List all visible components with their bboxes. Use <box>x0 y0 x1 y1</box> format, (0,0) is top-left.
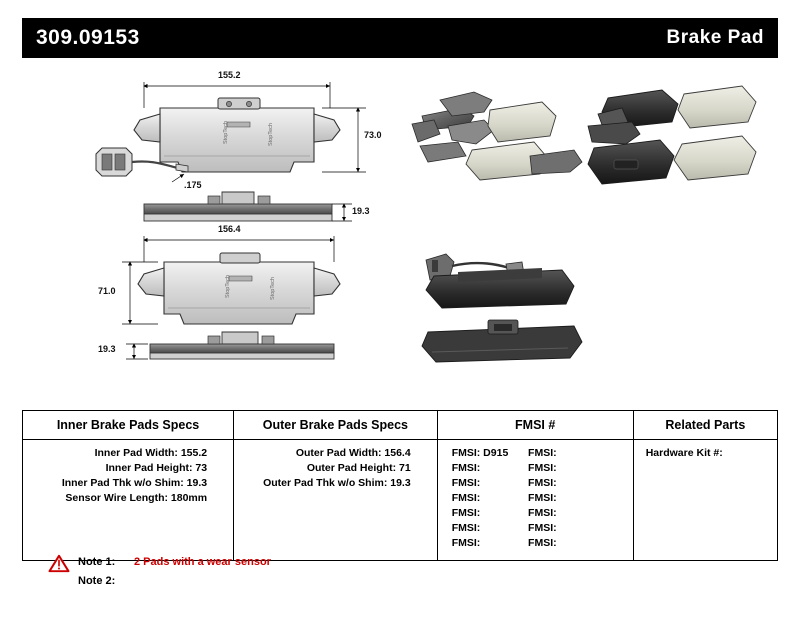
table-row: Outer Pad Width: 156.4 <box>295 447 411 459</box>
table-row: Inner Pad Width: 155.2 <box>94 447 208 459</box>
svg-text:StopTech: StopTech <box>225 275 231 298</box>
fmsi-value: FMSI: <box>528 492 557 504</box>
inner-specs-cell <box>23 440 234 560</box>
fmsi-label: FMSI: <box>451 477 481 489</box>
fmsi-value: FMSI: <box>528 537 557 549</box>
table-header-row <box>23 411 777 440</box>
table-row <box>446 506 625 521</box>
svg-text:StopTech: StopTech <box>223 121 229 144</box>
table-row <box>446 461 625 476</box>
svg-text:StopTech: StopTech <box>270 277 276 300</box>
fmsi-label: FMSI: <box>451 537 481 549</box>
dim-sensor-wire: .175 <box>184 180 202 190</box>
note-2-label: Note 2: <box>78 574 116 587</box>
dim-outer-pad-height: 71.0 <box>98 286 116 296</box>
dim-inner-pad-height: 73.0 <box>364 130 382 140</box>
fmsi-value: FMSI: <box>528 477 557 489</box>
column-header-fmsi: FMSI # <box>438 411 634 439</box>
fmsi-value: FMSI: <box>528 462 557 474</box>
column-header-inner: Inner Brake Pads Specs <box>23 411 234 439</box>
table-row: Inner Pad Height: 73 <box>105 462 208 474</box>
dim-inner-pad-width: 155.2 <box>218 70 241 80</box>
table-row: Hardware Kit #: <box>645 447 723 459</box>
table-row <box>446 446 625 461</box>
table-row: Outer Pad Thk w/o Shim: 19.3 <box>263 477 411 489</box>
table-row <box>446 536 625 551</box>
table-row: Sensor Wire Length: 180mm <box>65 492 208 504</box>
drawing-canvas <box>22 64 778 404</box>
svg-text:StopTech: StopTech <box>268 123 274 146</box>
related-parts-cell <box>634 440 777 560</box>
outer-specs-cell <box>234 440 438 560</box>
fmsi-label: FMSI: <box>451 462 481 474</box>
dim-outer-pad-width: 156.4 <box>218 224 241 234</box>
specifications-table <box>22 410 778 561</box>
dim-inner-thickness: 19.3 <box>352 206 370 216</box>
fmsi-value: FMSI: <box>528 507 557 519</box>
technical-drawings <box>22 64 778 404</box>
notes-section <box>48 552 468 590</box>
note-1-text: 2 Pads with a wear sensor <box>134 555 271 568</box>
column-header-outer: Outer Brake Pads Specs <box>234 411 438 439</box>
fmsi-label: FMSI: <box>451 492 481 504</box>
fmsi-value: FMSI: <box>528 447 557 459</box>
dim-outer-thickness: 19.3 <box>98 344 116 354</box>
fmsi-label: FMSI: D915 <box>451 447 509 459</box>
fmsi-cell <box>438 440 634 560</box>
table-row: Inner Pad Thk w/o Shim: 19.3 <box>61 477 208 489</box>
table-row <box>446 521 625 536</box>
column-header-related: Related Parts <box>665 418 746 432</box>
note-1 <box>78 552 468 571</box>
table-body <box>23 440 777 560</box>
part-number: 309.09153 <box>36 26 140 49</box>
page-title: Brake Pad <box>666 27 764 48</box>
fmsi-label: FMSI: <box>451 522 481 534</box>
warning-icon <box>48 554 70 573</box>
table-row <box>446 476 625 491</box>
table-row <box>446 491 625 506</box>
header-bar <box>22 18 778 58</box>
note-1-label: Note 1: <box>78 555 116 568</box>
table-row: Outer Pad Height: 71 <box>306 462 411 474</box>
note-2 <box>78 571 468 590</box>
fmsi-label: FMSI: <box>451 507 481 519</box>
fmsi-value: FMSI: <box>528 522 557 534</box>
